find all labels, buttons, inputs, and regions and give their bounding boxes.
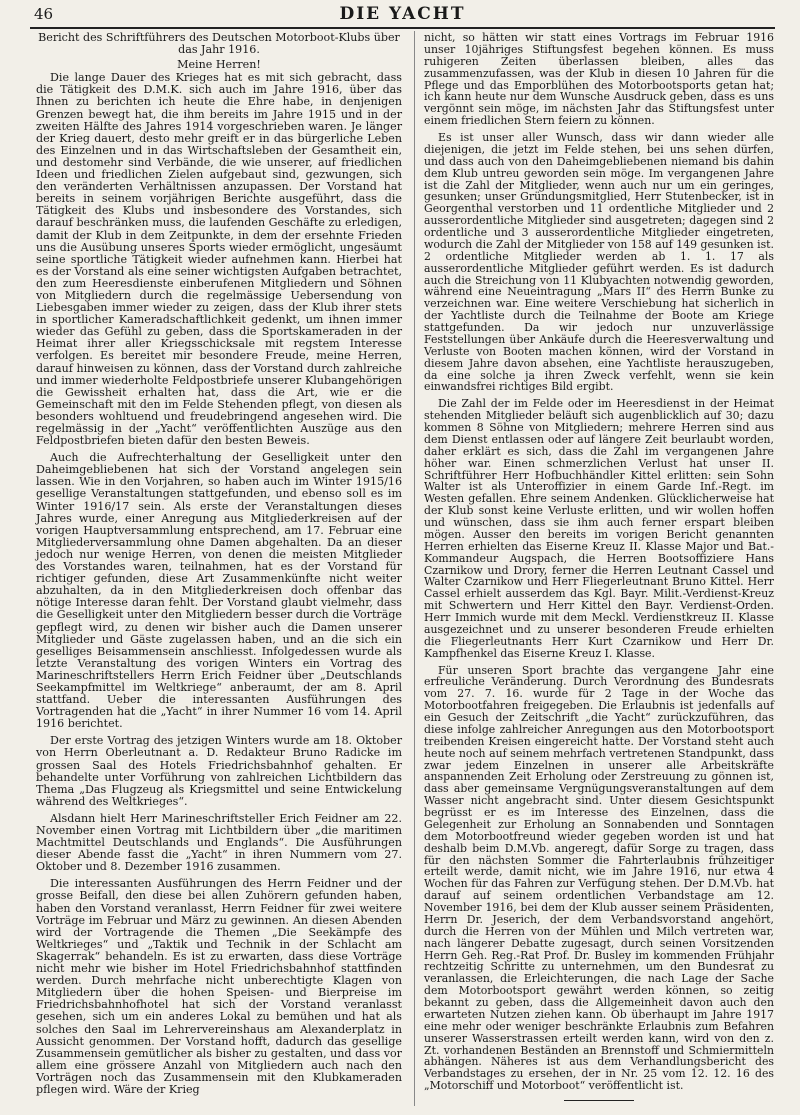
paragraph: Der erste Vortrag des jetzigen Winters wurde am 18. Oktober von Herrn Oberleutnant a. D. Redakteur Bruno Radicke im grossen Saal des Hotels Friedrichsbahnhof gehalten. Er behandelte unter Vorführung von zahlreichen Lichtbildern das Thema „Das Flugzeug als Kriegsmittel und seine Entwickelung während des Weltkrieges“. [36,734,402,808]
paragraph: Die interessanten Ausführungen des Herrn Feidner und der grosse Beifall, den diese bei allen Zuhörern gefunden haben, haben den Vorstand veranlasst, Herrn Feidner für zwei weitere Vorträge im Februar und März zu gewinnen. An diesen Abenden wird der Vortragende die Themen „Die Seekämpfe des Weltkrieges“ und „Taktik und Technik in der Schlacht am Skagerrak“ behandeln. Es ist zu erwarten, dass diese Vorträge nicht mehr wie bisher im Hotel Friedrichsbahnhof stattfinden werden. Durch mehrfache nicht unberechtigte Klagen von Mitgliedern über die hohen Speisen- und Bierpreise im Friedrichsbahnhofhotel hat sich der Vorstand veranlasst gesehen, sich um ein anderes Lokal zu bemühen und hat als solches den Saal im Lehrervereinshaus am Alexanderplatz in Aussicht genommen. Der Vorstand hofft, dadurch das gesellige Zusammensein gemütlicher als bisher zu gestalten, und dass vor allem eine grössere Anzahl von Mitgliedern auch nach den Vorträgen noch das Zusammensein mit den Klubkameraden pflegen wird. Wäre der Krieg [36,877,402,1096]
page-header [30,4,775,26]
article-title: Bericht des Schriftführers des Deutschen Motorboot-Klubs über das Jahr 1916. [38,31,400,57]
paragraph: Die Zahl der im Felde oder im Heeresdienst in der Heimat stehenden Mitglieder beläuft sich augenblicklich auf 30; dazu kommen 8 Söhne von Mitgliedern; mehrere Herren sind aus dem Dienst entlassen oder auf längere Zeit beurlaubt worden, daher erklärt es sich, dass die Zahl im vergangenen Jahre höher war. Einen schmerzlichen Verlust hat unser II. Schriftführer Herr Hofbuchhändler Kittel erlitten: sein Sohn Walter ist als Unteroffizier in einem Garde Inf.-Regt. im Westen gefallen. Ehre seinem Andenken. Glücklicherweise hat der Klub sonst keine Verluste erlitten, und wir wollen hoffen und wünschen, dass sie ihm auch ferner erspart bleiben mögen. Ausser den bereits im vorigen Bericht genannten Herren erhielten das Eiserne Kreuz II. Klasse Major und Bat.-Kommandeur Augspach, die Herren Bootsoffiziere Hans Czarnikow und Drory, ferner die Herren Leutnant Cassel und Walter Czarnikow und Herr Fliegerleutnant Bruno Kittel. Herr Cassel erhielt ausserdem das Kgl. Bayr. Milit.-Verdienst-Kreuz mit Schwertern und Herr Kittel den Bayr. Verdienst-Orden. Herr Immich wurde mit dem Meckl. Verdienstkreuz II. Klasse ausgezeichnet und zu unserer besonderen Freude erhielten die Fliegerleutnants Herr Kurt Czarnikow und Herr Dr. Kampfhenkel das Eiserne Kreuz I. Klasse. [424,397,774,660]
paragraph: Alsdann hielt Herr Marineschriftsteller Erich Feidner am 22. November einen Vortrag mit Lichtbildern über „die maritimen Machtmittel Deutschlands und Englands“. Die Ausführungen dieser Abende fasst die „Yacht“ in ihren Nummern vom 27. Oktober und 8. Dezember 1916 zusammen. [36,811,402,874]
paragraph: Es ist unser aller Wunsch, dass wir dann wieder alle diejenigen, die jetzt im Felde stehen, bei uns sehen dürfen, und dass auch von den Daheimgebliebenen niemand bis dahin dem Klub untreu geworden sein möge. Im vergangenen Jahre ist die Zahl der Mitglieder, wenn auch nur um ein geringes, gesunken; unser Gründungsmitglied, Herr Stutenbecker, ist in Georgenthal verstorben und 11 ordentliche Mitglieder und 2 ausserordentliche Mitglieder sind ausgetreten; dagegen sind 2 ordentliche und 3 ausserordentliche Mitglieder eingetreten, wodurch die Zahl der Mitglieder von 158 auf 149 gesunken ist. 2 ordentliche Mitglieder werden ab 1. 1. 17 als ausserordentliche Mitglieder geführt werden. Es ist dadurch auch die Streichung von 11 Klubyachten notwendig geworden, während eine Neueintragung „Mars II“ des Herrn Bunke zu verzeichnen war. Eine weitere Verschiebung hat sicherlich in der Yachtliste durch die Teilnahme der Boote am Kriege stattgefunden. Da wir jedoch nur unzuverlässige Feststellungen über Ankäufe durch die Heeresverwaltung und Verluste von Booten machen können, wird der Vorstand in diesem Jahre davon absehen, eine Yachtliste herauszugeben, da eine solche ja ihren Zweck verfehlt, wenn sie kein einwandsfrei richtiges Bild ergibt. [424,131,774,394]
paragraph: nicht, so hätten wir statt eines Vortrags im Februar 1916 unser 10jähriges Stiftungsfest begehen können. Es muss ruhigeren Zeiten überlassen bleiben, alles das zusammenzufassen, was der Klub in diesen 10 Jahren für die Pflege und das Emporblühen des Motorbootsports getan hat; ich kann heute nur dem Wunsche Ausdruck geben, dass es uns vergönnt sein möge, im nächsten Jahr das Stiftungsfest unter einem friedlichen Stern feiern zu können. [424,31,774,128]
header-rule [30,27,775,29]
paragraph: Die lange Dauer des Krieges hat es mit sich gebracht, dass die Tätigkeit des D.M.K. sich auch im Jahre 1916, über das Ihnen zu berichten ich heute die Ehre habe, in denjenigen Grenzen bewegt hat, die ihm bereits im Jahre 1915 und in der zweiten Hälfte des Jahres 1914 vorgeschrieben waren. Je länger der Krieg dauert, desto mehr greift er in das bürgerliche Leben des Einzelnen und in das Wirtschaftsleben der Gesamtheit ein, und destomehr sind Verbände, die wie unserer, auf friedlichen Ideen und friedlichen Zielen aufgebaut sind, gezwungen, sich den veränderten Verhältnissen anzupassen. Der Vorstand hat bereits in seinem vorjährigen Berichte ausgeführt, dass die Tätigkeit des Klubs und insbesondere des Vorstandes, sich darauf beschränken muss, die laufenden Geschäfte zu erledigen, damit der Klub in dem Zeitpunkte, in dem der ersehnte Frieden uns die Ausübung unseres Sports wieder ermöglicht, ungesäumt seine sportliche Tätigkeit wieder aufnehmen kann. Hierbei hat es der Vorstand als eine seiner wichtigsten Aufgaben betrachtet, den zum Heeresdienste einberufenen Mitgliedern und Söhnen von Mitgliedern durch die regelmässige Uebersendung von Liebesgaben immer wieder zu zeigen, dass der Klub ihrer stets in sportlicher Kameradschaftlichkeit gedenkt, um ihnen immer wieder das Gefühl zu geben, dass die Sportskameraden in der Heimat ihrer aller Kriegsschicksale mit regstem Interesse verfolgen. Es bereitet mir besondere Freude, meine Herren, darauf hinweisen zu können, dass der Vorstand durch zahlreiche und immer wiederholte Feldpostbriefe unserer Klubangehörigen die Gewissheit erhalten hat, dass die Art, wie er die Gemeinschaft mit den im Felde Stehenden pflegt, von diesen als besonders wohltuend und freudebringend angesehen wird. Die regelmässig in der „Yacht“ veröffentlichten Auszüge aus den Feldpostbriefen bieten dafür den besten Beweis. [36,71,402,448]
left-column [36,32,402,1101]
end-rule [564,1100,634,1101]
journal-title: DIE YACHT [339,4,466,24]
page-number: 46 [34,5,54,23]
paragraph: Auch die Aufrechterhaltung der Geselligkeit unter den Daheimgebliebenen hat sich der Vorstand angelegen sein lassen. Wie in den Vorjahren, so haben auch im Winter 1915/16 gesellige Veranstaltungen stattgefunden, und ebenso soll es im Winter 1916/17 sein. Als erste der Veranstaltungen dieses Jahres wurde, einer Anregung aus Mitgliederkreisen auf der vorigen Hauptversammlung entsprechend, am 17. Februar eine Mitgliederversammlung ohne Damen abgehalten. Da an dieser jedoch nur wenige Herren, von denen die meisten Mitglieder des Vorstandes waren, teilnahmen, hat es der Vorstand für richtiger gefunden, diese Art Zusammenkünfte nicht weiter abzuhalten, da in den Mitgliederkreisen doch offenbar das nötige Interesse daran fehlt. Der Vorstand glaubt vielmehr, dass die Geselligkeit unter den Mitgliedern besser durch die Vorträge gepflegt wird, zu denen wir bisher auch die Damen unserer Mitglieder und Gäste zugelassen haben, und an die sich ein geselliges Beisammensein anschliesst. Infolgedessen wurde als letzte Veranstaltung des vorigen Winters ein Vortrag des Marineschriftstellers Herrn Erich Feidner über „Deutschlands Seekampfmittel im Weltkriege“ anberaumt, der am 8. April stattfand. Ueber die interessanten Ausführungen des Vortragenden hat die „Yacht“ in ihrer Nummer 16 vom 14. April 1916 berichtet. [36,451,402,731]
paragraph: Für unseren Sport brachte das vergangene Jahr eine erfreuliche Veränderung. Durch Verordnung des Bundesrats vom 27. 7. 16. wurde für 2 Tage in der Woche das Motorbootfahren freigegeben. Die Erlaubnis ist jedenfalls auf ein Gesuch der Zeitschrift „die Yacht“ zurückzuführen, das diese infolge zahlreicher Anregungen aus den Motorbootsport treibenden Kreisen eingereicht hatte. Der Vorstand steht auch heute noch auf seinem mehrfach vertretenen Standpunkt, dass zwar jedem Einzelnen in unserer alle Arbeitskräfte anspannenden Zeit Erholung oder Zerstreuung zu gönnen ist, dass aber gemeinsame Vergnügungsveranstaltungen auf dem Wasser nicht angebracht sind. Unter diesem Gesichtspunkt begrüsst er es im Interesse des Einzelnen, dass die Gelegenheit zur Erholung an Sonnabenden und Sonntagen dem Motorbootfreund wieder gegeben worden ist und hat deshalb beim D.M.Vb. angeregt, dafür Sorge zu tragen, dass für den nächsten Sommer die Fahrterlaubnis frühzeitiger erteilt werde, damit nicht, wie im Jahre 1916, nur etwa 4 Wochen für das Fahren zur Verfügung stehen. Der D.M.Vb. hat darauf auf seinem ordentlichen Verbandstage am 12. November 1916, bei dem der Klub ausser seinem Präsidenten, Herrn Dr. Jeserich, der dem Verbandsvorstand angehört, durch die Herren von der Mühlen und Milch vertreten war, nach längerer Debatte zugesagt, durch seinen Vorsitzenden Herrn Geh. Reg.-Rat Prof. Dr. Busley im kommenden Frühjahr rechtzeitig Schritte zu unternehmen, um den Bundesrat zu veranlassen, die Erleichterungen, die nach Lage der Sache dem Motorbootsport gewährt werden können, so zeitig bekannt zu geben, dass die Allgemeinheit davon auch den erwarteten Nutzen ziehen kann. Ob überhaupt im Jahre 1917 eine mehr oder weniger beschränkte Erlaubnis zum Befahren unserer Wasserstrassen erteilt werden kann, wird von den z. Zt. vorhandenen Beständen an Brennstoff und Schmiermitteln abhängen. Näheres ist aus dem Verhandlungsbericht des Verbandstages zu ersehen, der in Nr. 25 vom 12. 12. 16 des „Motorschiff und Motorboot“ veröffentlicht ist. [424,663,774,1093]
salutation: Meine Herren! [177,58,261,72]
column-divider [414,31,415,1106]
right-column [424,32,774,1101]
